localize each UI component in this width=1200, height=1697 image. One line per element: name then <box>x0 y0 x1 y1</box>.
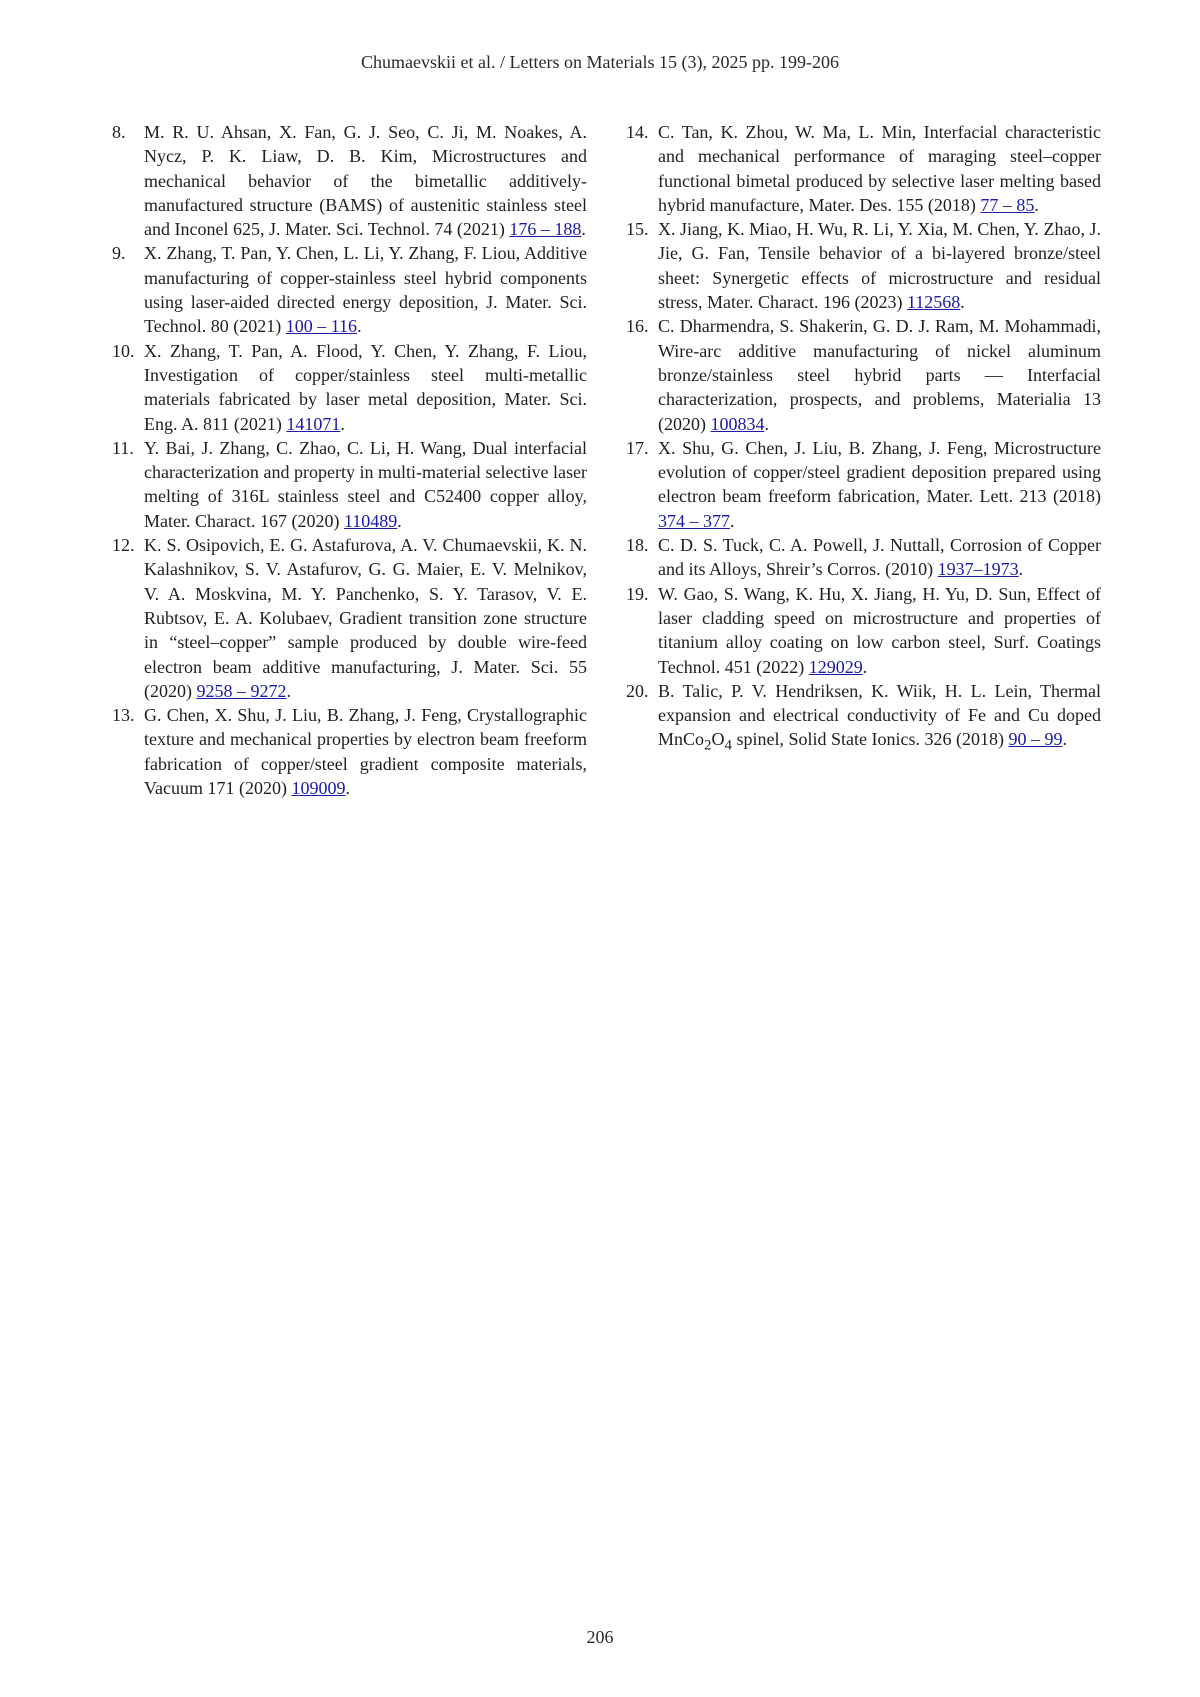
reference-text: X. Zhang, T. Pan, A. Flood, Y. Chen, Y. Zhang, F. Liou, Investigation of copper/stainless steel multi-metallic materials fabricated by laser metal deposition, Mater. Sci. Eng. A. 811 (2021) <box>144 340 587 434</box>
reference-text: X. Zhang, T. Pan, Y. Chen, L. Li, Y. Zhang, F. Liou, Additive manufacturing of copper-stainless steel hybrid components using laser-aided directed energy deposition, J. Mater. Sci. Technol. 80 (2021) <box>144 243 587 337</box>
reference-link[interactable]: 176 – 188 <box>509 219 582 240</box>
reference-16: 16. C. Dharmendra, S. Shakerin, G. D. J. Ram, M. Mohammadi, Wire-arc additive manufacturing of nickel aluminum bronze/stainless steel hybrid parts — Interfacial characterization, prospects, and problems, Materialia 13 (2020) 100834. <box>626 314 1101 435</box>
reference-text: Y. Bai, J. Zhang, C. Zhao, C. Li, H. Wang, Dual interfacial characterization and property in multi-material selective laser melting of 316L stainless steel and C52400 copper alloy, Mater. Charact. 167 (2020) <box>144 437 587 531</box>
reference-9: 9. X. Zhang, T. Pan, Y. Chen, L. Li, Y. Zhang, F. Liou, Additive manufacturing of copper-stainless steel hybrid components using laser-aided directed energy deposition, J. Mater. Sci. Technol. 80 (2021) 100 – 116. <box>112 241 587 338</box>
reference-link[interactable]: 9258 – 9272 <box>196 680 287 701</box>
reference-number: 8. <box>112 122 126 142</box>
reference-11: 11. Y. Bai, J. Zhang, C. Zhao, C. Li, H. Wang, Dual interfacial characterization and property in multi-material selective laser melting of 316L stainless steel and C52400 copper alloy, Mater. Charact. 167 (2020) 110489. <box>112 436 587 533</box>
reference-14: 14. C. Tan, K. Zhou, W. Ma, L. Min, Interfacial characteristic and mechanical performance of maraging steel–copper functional bimetal produced by selective laser melting based hybrid manufacture, Mater. Des. 155 (2018) 77 – 85. <box>626 120 1101 217</box>
reference-number: 17. <box>626 437 649 458</box>
reference-number: 11. <box>112 437 134 458</box>
reference-link[interactable]: 109009 <box>291 778 346 799</box>
reference-link[interactable]: 77 – 85 <box>980 194 1035 215</box>
reference-number: 12. <box>112 535 135 556</box>
reference-link[interactable]: 112568 <box>906 292 961 313</box>
reference-text: M. R. U. Ahsan, X. Fan, G. J. Seo, C. Ji, M. Noakes, A. Nycz, P. K. Liaw, D. B. Kim, Microstructures and mechanical behavior of the bimetallic additively-manufactured structure (BAMS) of austenitic stainless steel and Inconel 625, J. Mater. Sci. Technol. 74 (2021) <box>144 122 587 240</box>
reference-number: 14. <box>626 122 649 142</box>
reference-link[interactable]: 374 – 377 <box>658 510 730 531</box>
reference-19: 19. W. Gao, S. Wang, K. Hu, X. Jiang, H. Yu, D. Sun, Effect of laser cladding speed on microstructure and properties of titanium alloy coating on low carbon steel, Surf. Coatings Technol. 451 (2022) 129029. <box>626 582 1101 679</box>
reference-10: 10. X. Zhang, T. Pan, A. Flood, Y. Chen, Y. Zhang, F. Liou, Investigation of copper/stainless steel multi-metallic materials fabricated by laser metal deposition, Mater. Sci. Eng. A. 811 (2021) 141071. <box>112 339 587 436</box>
reference-number: 16. <box>626 316 649 337</box>
running-header: Chumaevskii et al. / Letters on Materials 15 (3), 2025 pp. 199-206 <box>361 52 839 72</box>
reference-text: G. Chen, X. Shu, J. Liu, B. Zhang, J. Feng, Crystallographic texture and mechanical properties by electron beam freeform fabrication of copper/steel gradient composite materials, Vacuum 171 (2020) <box>144 705 587 799</box>
reference-text: B. Talic, P. V. Hendriksen, K. Wiik, H. L. Lein, Thermal expansion and electrical conductivity of Fe and Cu doped MnCo <box>658 680 1101 750</box>
reference-text: X. Shu, G. Chen, J. Liu, B. Zhang, J. Feng, Microstructure evolution of copper/steel gradient deposition prepared using electron beam freeform fabrication, Mater. Lett. 213 (2018) <box>658 437 1101 507</box>
reference-text: C. Dharmendra, S. Shakerin, G. D. J. Ram, M. Mohammadi, Wire-arc additive manufacturing of nickel aluminum bronze/stainless steel hybrid parts — Interfacial characterization, prospects, and problems, Materialia 13 (2020) <box>658 316 1101 434</box>
reference-number: 13. <box>112 705 135 726</box>
references-column-left <box>112 120 587 800</box>
reference-12: 12. K. S. Osipovich, E. G. Astafurova, A. V. Chumaevskii, K. N. Kalashnikov, S. V. Astafurov, G. G. Maier, E. V. Melnikov, V. A. Moskvina, M. Y. Panchenko, S. Y. Tarasov, V. E. Rubtsov, E. A. Kolubaev, Gradient transition zone structure in “steel–copper” sample produced by double wire-feed electron beam additive manufacturing, J. Mater. Sci. 55 (2020) 9258 – 9272. <box>112 533 587 703</box>
reference-15: 15. X. Jiang, K. Miao, H. Wu, R. Li, Y. Xia, M. Chen, Y. Zhao, J. Jie, G. Fan, Tensile behavior of a bi-layered bronze/steel sheet: Synergetic effects of microstructure and residual stress, Mater. Charact. 196 (2023) 112568. <box>626 217 1101 314</box>
reference-number: 9. <box>112 243 126 264</box>
reference-link[interactable]: 141071 <box>286 413 341 434</box>
reference-text: C. Tan, K. Zhou, W. Ma, L. Min, Interfacial characteristic and mechanical performance of maraging steel–copper functional bimetal produced by selective laser melting based hybrid manufacture, Mater. Des. 155 (2018) <box>658 122 1101 215</box>
reference-number: 18. <box>626 535 649 556</box>
reference-number: 15. <box>626 219 649 240</box>
subscript: 4 <box>724 738 733 755</box>
reference-number: 10. <box>112 340 135 361</box>
reference-link[interactable]: 1937–1973 <box>937 559 1019 580</box>
reference-text: C. D. S. Tuck, C. A. Powell, J. Nuttall, Corrosion of Copper and its Alloys, Shreir’s Corros. (2010) <box>658 535 1101 580</box>
reference-number: 19. <box>626 583 649 604</box>
reference-17: 17. X. Shu, G. Chen, J. Liu, B. Zhang, J. Feng, Microstructure evolution of copper/steel gradient deposition prepared using electron beam freeform fabrication, Mater. Lett. 213 (2018) 374 – 377. <box>626 436 1101 533</box>
reference-text: K. S. Osipovich, E. G. Astafurova, A. V. Chumaevskii, K. N. Kalashnikov, S. V. Astafurov, G. G. Maier, E. V. Melnikov, V. A. Moskvina, M. Y. Panchenko, S. Y. Tarasov, V. E. Rubtsov, E. A. Kolubaev, Gradient transition zone structure in “steel–copper” sample produced by double wire-feed electron beam additive manufacturing, J. Mater. Sci. 55 (2020) <box>144 535 587 701</box>
reference-link[interactable]: 100 – 116 <box>285 316 358 337</box>
reference-20: 20. B. Talic, P. V. Hendriksen, K. Wiik, H. L. Lein, Thermal expansion and electrical conductivity of Fe and Cu doped $MnCo_2O_4$ spinel, Solid State Ionics. 326 (2018) 90 – 99. <box>626 679 1101 758</box>
reference-text: X. Jiang, K. Miao, H. Wu, R. Li, Y. Xia, M. Chen, Y. Zhao, J. Jie, G. Fan, Tensile behavior of a bi-layered bronze/steel sheet: Synergetic effects of microstructure and residual stress, Mater. Charact. 196 (2023) <box>658 219 1101 313</box>
reference-link[interactable]: 100834 <box>710 413 765 434</box>
reference-number: 20. <box>626 680 649 701</box>
reference-link[interactable]: 110489 <box>343 510 398 531</box>
reference-text: W. Gao, S. Wang, K. Hu, X. Jiang, H. Yu, D. Sun, Effect of laser cladding speed on microstructure and properties of titanium alloy coating on low carbon steel, Surf. Coatings Technol. 451 (2022) <box>658 583 1101 677</box>
reference-13: 13. G. Chen, X. Shu, J. Liu, B. Zhang, J. Feng, Crystallographic texture and mechanical properties by electron beam freeform fabrication of copper/steel gradient composite materials, Vacuum 171 (2020) 109009. <box>112 703 587 800</box>
page-number: 206 <box>586 1627 614 1647</box>
reference-link[interactable]: 129029 <box>808 656 863 677</box>
reference-18: 18. C. D. S. Tuck, C. A. Powell, J. Nuttall, Corrosion of Copper and its Alloys, Shreir’s Corros. (2010) 1937–1973. <box>626 533 1101 582</box>
reference-link[interactable]: 90 – 99 <box>1008 729 1063 750</box>
subscript: 2 <box>704 738 712 755</box>
reference-8: 8. M. R. U. Ahsan, X. Fan, G. J. Seo, C. Ji, M. Noakes, A. Nycz, P. K. Liaw, D. B. Kim, Microstructures and mechanical behavior of the bimetallic additively-manufactured structure (BAMS) of austenitic stainless steel and Inconel 625, J. Mater. Sci. Technol. 74 (2021) 176 – 188. <box>112 120 587 241</box>
references-column-right <box>626 120 1101 758</box>
